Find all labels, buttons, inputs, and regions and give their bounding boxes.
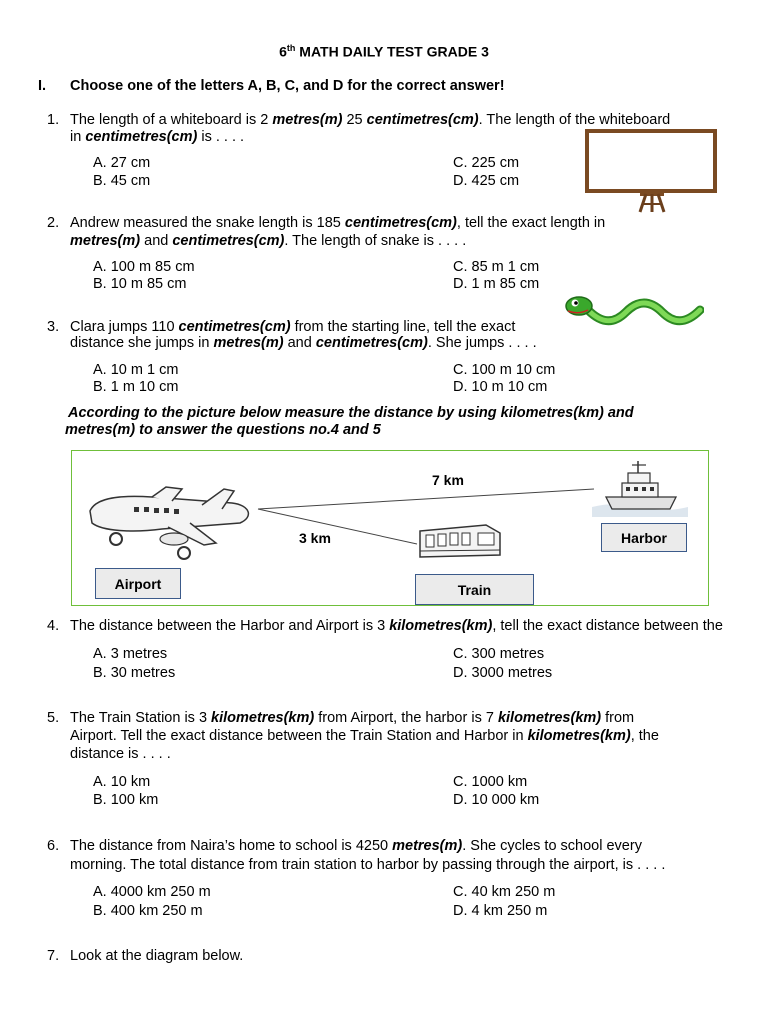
question-number: 2. [47,215,60,231]
text: and [283,335,316,351]
option-c[interactable]: C. 225 cm [453,155,520,171]
emphasis: kilometres(km) [497,710,602,726]
question-number: 5. [47,710,60,726]
diagram-instruction-line-1: According to the picture below measure the distance by using kilometres(km) and [68,405,634,421]
question-number: 3. [47,319,60,335]
text: is . . . . [197,129,245,145]
option-b[interactable]: B. 45 cm [93,173,151,189]
emphasis: metres(m) [392,838,463,854]
airplane-icon [82,483,258,565]
title-text: MATH DAILY TEST GRADE 3 [295,43,489,60]
emphasis: centimetres(cm) [315,335,428,351]
text: . The length of snake is . . . . [284,233,467,249]
whiteboard-image [584,128,720,214]
question-number: 7. [47,948,60,964]
emphasis: metres(m) [272,112,343,128]
question-3-line-2 [70,334,537,352]
question-1-line-1 [70,111,670,129]
text: The distance between the Harbor and Airport is 3 [70,618,390,634]
text: The length of a whiteboard is 2 [70,112,273,128]
section-instruction: Choose one of the letters A, B, C, and D for the correct answer! [70,78,505,94]
emphasis: metres(m) [70,233,141,249]
distance-diagram [71,450,709,606]
option-d[interactable]: D. 4 km 250 m [453,903,548,919]
option-a[interactable]: A. 3 metres [93,646,168,662]
emphasis: centimetres(cm) [178,319,291,335]
text: The distance from Naira’s home to school is 4250 [70,838,393,854]
distance-label-3km: 3 km [299,530,331,546]
harbor-label: Harbor [601,523,687,552]
option-a[interactable]: A. 27 cm [93,155,151,171]
option-d[interactable]: D. 425 cm [453,173,520,189]
diagram-instruction-line-2: metres(m) to answer the questions no.4 and 5 [65,422,381,438]
question-2-line-2 [70,232,466,250]
emphasis: centimetres(cm) [85,129,198,145]
title-sup: th [286,43,296,53]
snake-image [562,294,704,328]
airport-label: Airport [95,568,181,599]
emphasis: centimetres(cm) [366,112,479,128]
text: Airport. Tell the exact distance between the Train Station and Harbor in [70,728,528,744]
option-a[interactable]: A. 100 m 85 cm [93,259,195,275]
text: 25 [342,112,367,128]
text: , tell the exact length in [456,215,606,231]
question-4-line-1 [70,617,768,635]
distance-label-7km: 7 km [432,472,464,488]
question-5-line-3: distance is . . . . [70,746,171,762]
option-c[interactable]: C. 100 m 10 cm [453,362,556,378]
question-number: 4. [47,618,60,634]
option-b[interactable]: B. 400 km 250 m [93,903,203,919]
option-c[interactable]: C. 1000 km [453,774,528,790]
question-1-line-2 [70,128,244,146]
ship-icon [592,457,688,517]
option-b[interactable]: B. 30 metres [93,665,176,681]
option-b[interactable]: B. 100 km [93,792,159,808]
option-d[interactable]: D. 1 m 85 cm [453,276,540,292]
text: and [140,233,173,249]
option-c[interactable]: C. 300 metres [453,646,545,662]
option-d[interactable]: D. 10 m 10 cm [453,379,548,395]
question-number: 6. [47,838,60,854]
option-c[interactable]: C. 85 m 1 cm [453,259,540,275]
text: . The length of the whiteboard [478,112,671,128]
text: in [70,129,86,145]
option-b[interactable]: B. 10 m 85 cm [93,276,187,292]
text: , tell the exact distance between the [492,618,723,634]
title-grade: 6 [279,43,287,60]
emphasis: centimetres(cm) [172,233,285,249]
section-number: I. [38,78,47,94]
train-label: Train [415,574,534,605]
text: from [601,710,635,726]
emphasis: kilometres(km) [389,618,493,634]
train-icon [416,521,504,561]
option-a[interactable]: A. 4000 km 250 m [93,884,211,900]
question-number: 1. [47,112,60,128]
text: Andrew measured the snake length is 185 [70,215,345,231]
option-c[interactable]: C. 40 km 250 m [453,884,556,900]
emphasis: centimetres(cm) [344,215,457,231]
option-d[interactable]: D. 10 000 km [453,792,540,808]
question-6-line-2: morning. The total distance from train station to harbor by passing through the airport, is . . . . [70,857,666,873]
option-a[interactable]: A. 10 m 1 cm [93,362,179,378]
option-b[interactable]: B. 1 m 10 cm [93,379,179,395]
text: Clara jumps 110 [70,319,179,335]
text: from Airport, the harbor is 7 [314,710,498,726]
emphasis: kilometres(km) [527,728,631,744]
question-5-line-2 [70,727,659,745]
text: . She jumps . . . . [427,335,537,351]
emphasis: metres(m) [213,335,284,351]
page-title [0,43,768,60]
question-2-line-1 [70,214,605,232]
question-7-text: Look at the diagram below. [70,948,244,964]
text: . She cycles to school every [462,838,642,854]
emphasis: kilometres(km) [211,710,315,726]
question-5-line-1 [70,709,634,727]
option-d[interactable]: D. 3000 metres [453,665,553,681]
question-6-line-1 [70,837,642,855]
text: The Train Station is 3 [70,710,212,726]
text: distance she jumps in [70,335,214,351]
text: from the starting line, tell the exact [290,319,516,335]
option-a[interactable]: A. 10 km [93,774,151,790]
text: , the [630,728,659,744]
